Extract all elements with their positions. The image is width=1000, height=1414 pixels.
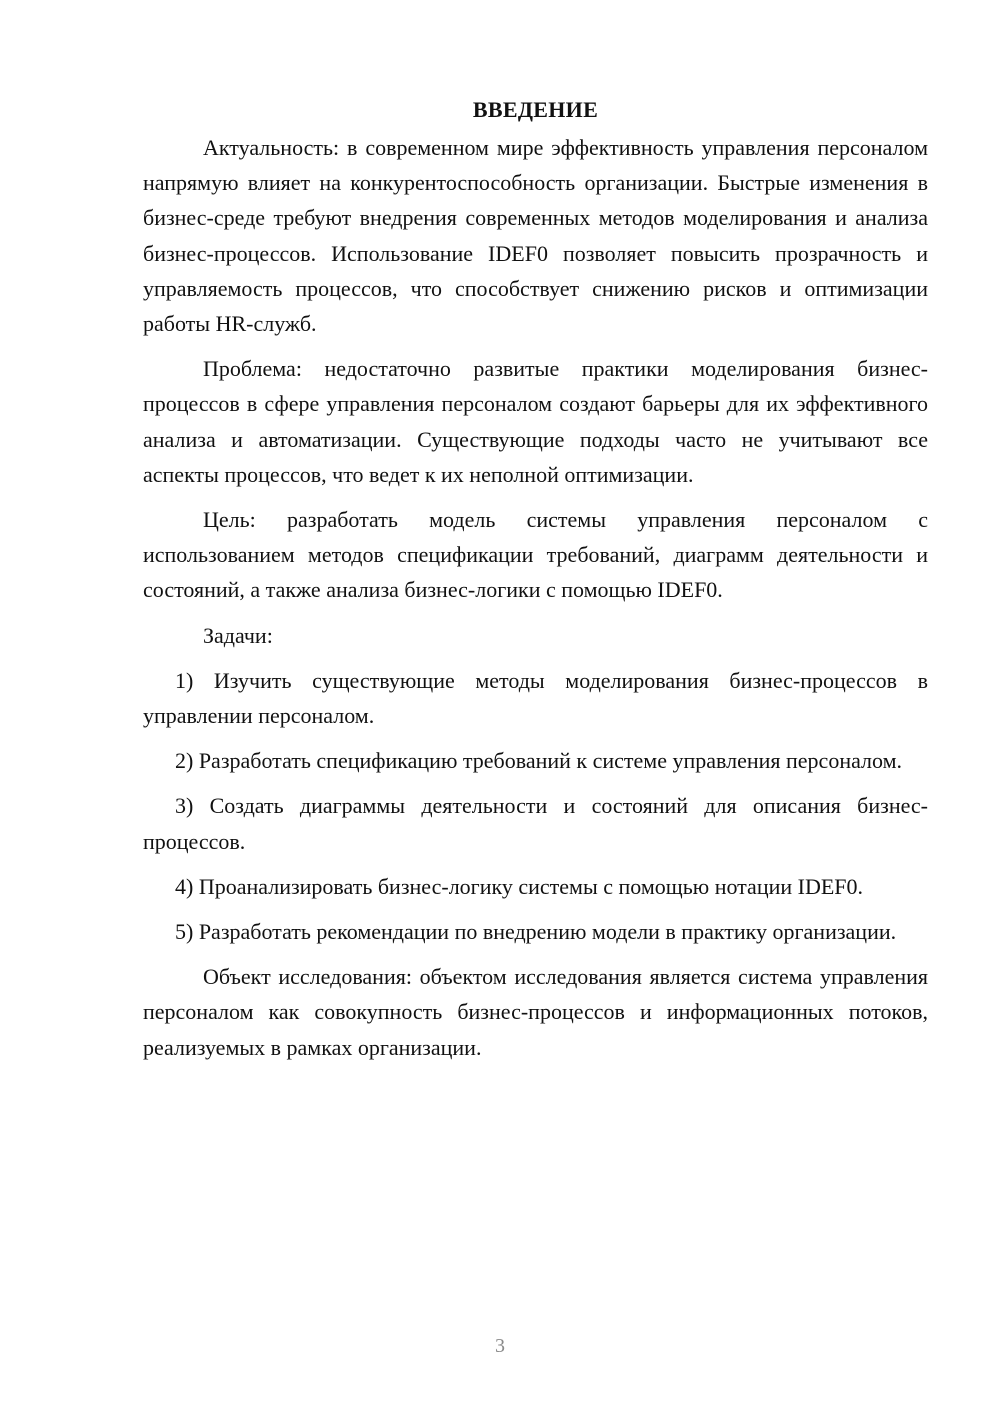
- paragraph-problem: Проблема: недостаточно развитые практики моделирования бизнес-процессов в сфере управления персоналом создают барьеры для их эффективного анализа и автоматизации. Существующие подходы часто не учитывают все аспекты процессов, что ведет к их неполной оптимизации.: [143, 356, 928, 487]
- tasks-label: Задачи:: [203, 622, 273, 648]
- document-page: [143, 92, 928, 1075]
- page-number: 3: [495, 1335, 505, 1357]
- section-heading: ВВЕДЕНИЕ: [472, 97, 599, 122]
- paragraph-goal: Цель: разработать модель системы управления персоналом с использованием методов спецификации требований, диаграмм деятельности и состояний, а также анализа бизнес-логики с помощью IDEF0.: [143, 507, 928, 603]
- task-item-5: 5) Разработать рекомендации по внедрению модели в практику организации.: [175, 919, 897, 945]
- paragraph-relevance: Актуальность: в современном мире эффективность управления персоналом напрямую влияет на конкурентоспособность организации. Быстрые изменения в бизнес-среде требуют внедрения современных методов моделирования и анализа бизнес-процессов. Использование IDEF0 позволяет повысить прозрачность и управляемость процессов, что способствует снижению рисков и оптимизации работы HR-служб.: [143, 135, 928, 337]
- task-item-1: 1) Изучить существующие методы моделирования бизнес-процессов в управлении персоналом.: [143, 667, 928, 729]
- task-item-3: 3) Создать диаграммы деятельности и состояний для описания бизнес-процессов.: [143, 793, 928, 854]
- task-item-4: 4) Проанализировать бизнес-логику системы с помощью нотации IDEF0.: [175, 873, 864, 899]
- task-item-2: 2) Разработать спецификацию требований к системе управления персоналом.: [175, 748, 903, 774]
- paragraph-object: Объект исследования: объектом исследования является система управления персоналом как совокупность бизнес-процессов и информационных потоков, реализуемых в рамках организации.: [143, 964, 928, 1060]
